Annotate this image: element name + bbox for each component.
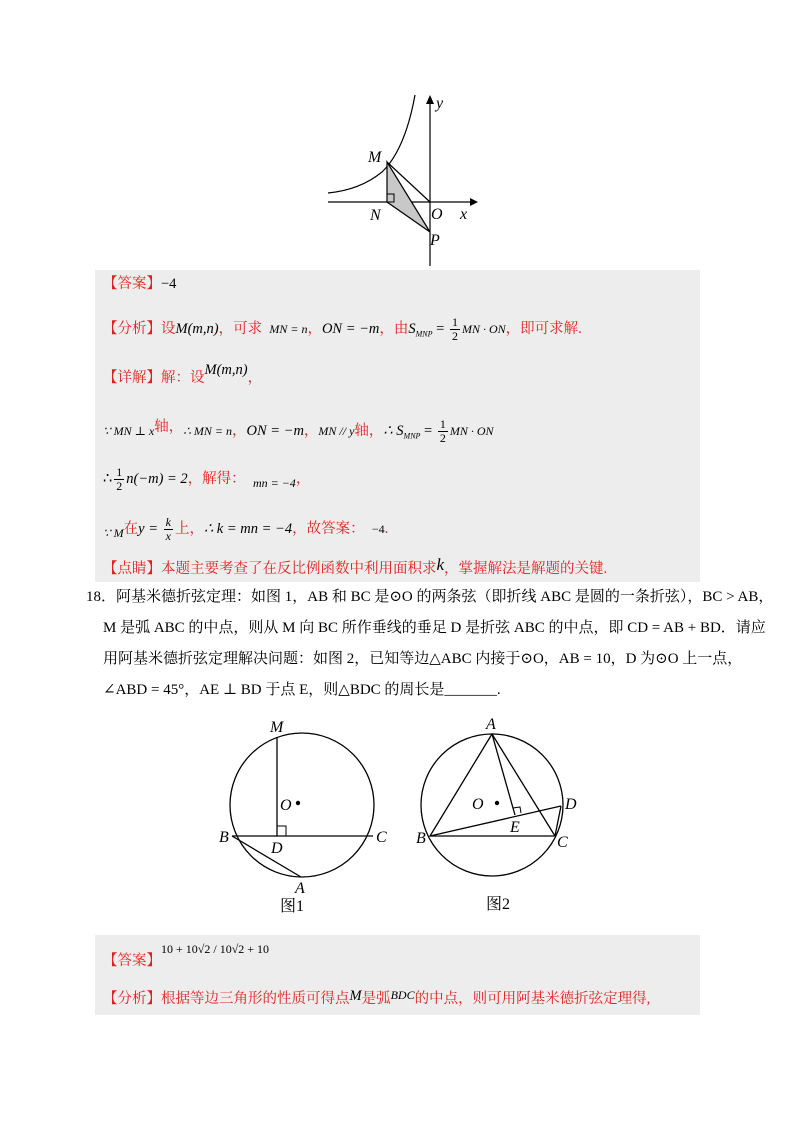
label-O: O	[431, 206, 443, 223]
solution-17-block	[95, 270, 700, 582]
analysis-text: ，即可求解.	[505, 320, 582, 337]
math-expr: M	[349, 988, 362, 1004]
comment-tag: 【点睛】	[103, 561, 161, 577]
math-sub: MNP	[415, 329, 433, 339]
math-expr: S	[408, 320, 416, 337]
frac-den: x	[165, 529, 171, 543]
math-expr: ∴ k = mn = −4	[203, 520, 293, 537]
label-P: P	[430, 232, 440, 249]
frac-num: 1	[439, 417, 446, 431]
math-expr: =	[420, 422, 436, 439]
detail-text: 在	[123, 520, 139, 537]
analysis-text: ，由	[379, 320, 409, 337]
analysis-text: 的中点，则可用阿基米德折弦定理得,	[414, 991, 651, 1007]
math-expr: ∴	[103, 470, 113, 487]
analysis-text: 设	[161, 320, 176, 337]
analysis-tag: 【分析】	[103, 320, 161, 337]
math-expr: n(−m) = 2	[126, 470, 188, 487]
analysis-tag: 【分析】	[103, 991, 161, 1007]
answer-tag: 【答案】	[103, 276, 161, 292]
frac-den: 2	[451, 329, 458, 343]
math-expr: −4	[371, 521, 385, 536]
answer-value: 10 + 10√2 / 10√2 + 10	[161, 942, 270, 956]
frac-num: 1	[116, 465, 123, 479]
question-line: M 是弧 ABC 的中点，则从 M 向 BC 所作垂线的垂足 D 是折弦 ABC 的中点，即 CD = AB + BD．请应	[103, 620, 766, 636]
math-expr: ON = −m	[246, 422, 304, 439]
label-M: M	[270, 719, 284, 736]
hyperbola-figure	[320, 90, 490, 270]
analysis-text: 是弧	[361, 991, 391, 1007]
label-D: D	[271, 840, 283, 857]
frac-den: 2	[439, 431, 446, 445]
math-expr: M(m,n)	[175, 320, 219, 337]
math-sub: MNP	[403, 431, 421, 441]
detail-text: 解：设	[161, 370, 205, 386]
math-expr: MN // y	[318, 423, 355, 438]
question-18	[86, 582, 774, 706]
detail-text: 上，	[174, 520, 204, 537]
detail-text: 轴，	[154, 418, 184, 435]
label-A: A	[486, 716, 496, 733]
label-D: D	[565, 796, 577, 813]
math-expr: MN · ON	[449, 423, 494, 438]
label-y: y	[436, 95, 444, 112]
detail-text: ，	[247, 370, 263, 386]
label-E: E	[510, 819, 520, 836]
caption-fig1: 图1	[280, 898, 305, 915]
math-expr: =	[432, 320, 448, 337]
circle-figure-1	[215, 715, 390, 915]
label-B: B	[416, 830, 426, 847]
detail-text: ，	[295, 470, 311, 487]
detail-text: ，	[231, 422, 247, 439]
math-expr: ∵ M	[103, 525, 124, 540]
math-expr: ON = −m	[321, 320, 380, 337]
answer-tag: 【答案】	[103, 953, 161, 969]
comment-text: ，掌握解法是解题的关键.	[444, 561, 608, 577]
detail-text: 轴，	[354, 422, 384, 439]
label-N: N	[370, 207, 381, 224]
detail-text: .	[384, 520, 389, 537]
detail-text: ，故答案：	[292, 520, 365, 537]
math-expr: ∵ MN ⊥ x	[103, 423, 155, 438]
comment-text: 本题主要考查了在反比例函数中利用面积求	[161, 561, 437, 577]
math-expr: ∴ MN = n	[183, 423, 232, 438]
fraction	[438, 418, 448, 445]
math-expr: MN = n	[269, 321, 308, 336]
frac-num: k	[165, 515, 171, 529]
solution-18-block	[95, 935, 700, 1015]
label-M: M	[368, 149, 382, 166]
label-O: O	[280, 797, 292, 814]
math-expr: k	[436, 555, 445, 574]
math-expr: ∴ S	[383, 422, 404, 439]
label-A: A	[295, 880, 305, 897]
label-B: B	[219, 829, 229, 846]
math-expr: y =	[138, 520, 162, 537]
question-line: 18．阿基米德折弦定理：如图 1，AB 和 BC 是⊙O 的两条弦（即折线 ABC 是圆的一条折弦），BC > AB，	[86, 589, 774, 605]
circle-figure-2	[410, 712, 590, 912]
fraction	[114, 466, 124, 493]
math-expr: M(m,n)	[204, 362, 248, 378]
question-line: 用阿基米德折弦定理解决问题：如图 2，已知等边△ABC 内接于⊙O，AB = 10，D 为⊙O 上一点，	[103, 651, 743, 667]
detail-text: ，	[303, 422, 319, 439]
math-expr: BDC	[390, 988, 415, 1002]
frac-den: 2	[116, 479, 123, 493]
label-C: C	[557, 834, 568, 851]
math-expr: mn = −4	[252, 475, 296, 490]
analysis-text: ，可求	[218, 320, 263, 337]
analysis-text: ，	[307, 320, 322, 337]
frac-num: 1	[451, 315, 458, 329]
math-expr: MN · ON	[461, 321, 506, 336]
question-line: ∠ABD = 45°，AE ⊥ BD 于点 E，则△BDC 的周长是_______.	[103, 682, 501, 698]
analysis-text: 根据等边三角形的性质可得点	[161, 991, 350, 1007]
detail-text: ，解得：	[187, 470, 246, 487]
label-O: O	[472, 796, 484, 813]
caption-fig2: 图2	[486, 896, 511, 912]
fraction	[450, 316, 460, 343]
answer-value: −4	[161, 276, 177, 292]
fraction	[164, 516, 173, 543]
label-x: x	[460, 206, 468, 223]
label-C: C	[376, 829, 387, 846]
detail-tag: 【详解】	[103, 370, 161, 386]
